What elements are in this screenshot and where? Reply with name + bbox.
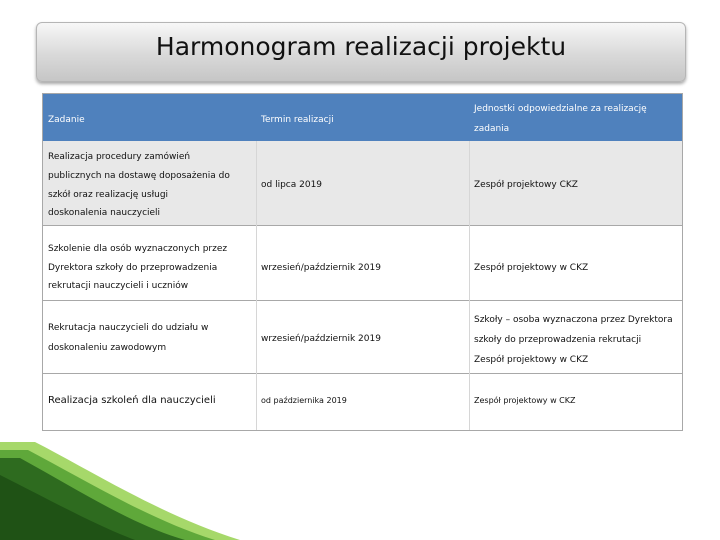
task-line: publicznych na dostawę doposażenia do	[48, 171, 230, 181]
task-line: rekrutacji nauczycieli i uczniów	[48, 281, 189, 291]
task-line: Dyrektora szkoły do przeprowadzenia	[48, 263, 218, 273]
deadline-cell: wrzesień/październik 2019	[261, 263, 381, 273]
task-line: Realizacja procedury zamówień	[48, 152, 191, 162]
task-line: Szkolenie dla osób wyznaczonych przez	[48, 244, 228, 254]
task-line: doskonalenia nauczycieli	[48, 208, 161, 218]
responsible-line: Zespół projektowy w CKZ	[474, 263, 589, 273]
responsible-line: szkoły do przeprowadzenia rekrutacji	[474, 335, 642, 345]
table-row	[43, 226, 682, 300]
task-line: Rekrutacja nauczycieli do udziału w	[48, 323, 209, 333]
column-divider	[469, 141, 470, 430]
header-task: Zadanie	[48, 115, 85, 125]
table-row	[43, 141, 682, 225]
deadline-cell: wrzesień/październik 2019	[261, 334, 381, 344]
green-wave-decoration	[0, 420, 720, 540]
table-row	[43, 301, 682, 373]
task-line: szkół oraz realizację usługi	[48, 190, 169, 200]
responsible-line: Szkoły – osoba wyznaczona przez Dyrektora	[474, 315, 673, 325]
task-line: Realizacja szkoleń dla nauczycieli	[48, 395, 216, 406]
table-header	[43, 94, 682, 141]
deadline-cell: od października 2019	[261, 396, 347, 405]
header-responsible-line1: Jednostki odpowiedzialne za realizację	[474, 104, 647, 114]
header-deadline: Termin realizacji	[261, 115, 334, 125]
task-line: doskonaleniu zawodowym	[48, 343, 167, 353]
header-responsible-line2: zadania	[474, 124, 510, 134]
responsible-line: Zespół projektowy w CKZ	[474, 355, 589, 365]
responsible-line: Zespół projektowy w CKZ	[474, 396, 576, 405]
deadline-cell: od lipca 2019	[261, 180, 323, 190]
responsible-line: Zespół projektowy CKZ	[474, 180, 578, 190]
column-divider	[256, 141, 257, 430]
title-banner	[36, 22, 686, 82]
page-title: Harmonogram realizacji projektu	[155, 32, 567, 61]
schedule-table	[42, 93, 683, 431]
